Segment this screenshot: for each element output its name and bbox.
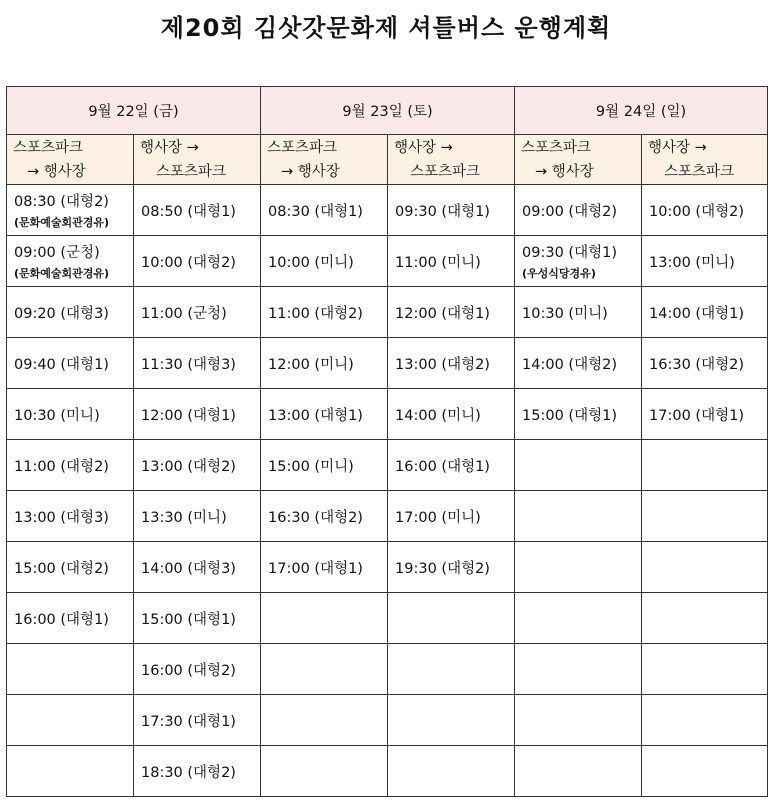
- route-note: (문화예술회관경유): [14, 267, 110, 280]
- schedule-cell: [515, 644, 642, 695]
- departure-time: 14:00 (미니): [395, 407, 481, 424]
- table-row: [7, 287, 768, 338]
- departure-time: 12:00 (미니): [268, 356, 354, 373]
- direction-header-to-venue: [515, 135, 642, 185]
- departure-time: 11:00 (대형2): [14, 458, 109, 475]
- schedule-cell: [388, 440, 515, 491]
- schedule-cell: [642, 236, 768, 287]
- schedule-cell: [261, 440, 388, 491]
- schedule-cell: [134, 542, 261, 593]
- departure-time: 16:30 (대형2): [649, 356, 744, 373]
- departure-time: 11:00 (미니): [395, 254, 481, 271]
- departure-time: 14:00 (대형1): [649, 305, 744, 322]
- day-header-sun: 9월 24일 (일): [515, 87, 768, 135]
- departure-time: 09:30 (대형1): [522, 245, 617, 261]
- departure-time: 10:30 (미니): [522, 305, 608, 322]
- schedule-cell: [642, 185, 768, 236]
- page-title: 제20회 김삿갓문화제 셔틀버스 운행계획: [160, 14, 612, 42]
- schedule-cell: [7, 746, 134, 797]
- schedule-cell: [134, 287, 261, 338]
- departure-time: 16:00 (대형2): [141, 662, 236, 679]
- schedule-cell: [642, 746, 768, 797]
- schedule-cell: [642, 542, 768, 593]
- schedule-cell: [7, 440, 134, 491]
- departure-time: 14:00 (대형2): [522, 356, 617, 373]
- schedule-cell: [7, 287, 134, 338]
- schedule-cell: [7, 236, 134, 287]
- schedule-cell: [7, 185, 134, 236]
- schedule-cell: [515, 287, 642, 338]
- table-row: [7, 593, 768, 644]
- departure-time: 17:00 (미니): [395, 509, 481, 526]
- schedule-cell: [134, 491, 261, 542]
- schedule-cell: [388, 491, 515, 542]
- schedule-cell: [515, 593, 642, 644]
- table-row: [7, 542, 768, 593]
- schedule-cell: [261, 644, 388, 695]
- direction-header-to-venue: [7, 135, 134, 185]
- schedule-cell: [642, 338, 768, 389]
- departure-time: 09:00 (대형2): [522, 203, 617, 220]
- table-row: [7, 389, 768, 440]
- departure-time: 13:00 (대형2): [141, 458, 236, 475]
- departure-time: 10:30 (미니): [14, 407, 100, 424]
- direction-line-2: 스포츠파크: [410, 163, 481, 180]
- direction-line-2: → 행사장: [281, 163, 340, 180]
- table-row: [7, 185, 768, 236]
- direction-header-to-park: [642, 135, 768, 185]
- departure-time: 15:00 (대형1): [522, 407, 617, 424]
- departure-time: 15:00 (미니): [268, 458, 354, 475]
- schedule-cell: [261, 695, 388, 746]
- departure-time: 19:30 (대형2): [395, 560, 490, 577]
- direction-line-1: 스포츠파크: [521, 139, 592, 156]
- departure-time: 15:00 (대형2): [14, 560, 109, 577]
- schedule-cell: [261, 389, 388, 440]
- schedule-cell: [261, 593, 388, 644]
- schedule-cell: [261, 746, 388, 797]
- schedule-cell: [7, 542, 134, 593]
- schedule-cell: [134, 644, 261, 695]
- schedule-cell: [388, 644, 515, 695]
- schedule-cell: [261, 542, 388, 593]
- schedule-cell: [642, 389, 768, 440]
- schedule-cell: [134, 593, 261, 644]
- schedule-cell: [642, 695, 768, 746]
- direction-line-1: 스포츠파크: [13, 139, 84, 156]
- departure-time: 10:00 (미니): [268, 254, 354, 271]
- direction-header-to-venue: [261, 135, 388, 185]
- direction-header-row: [7, 135, 768, 185]
- direction-line-2: → 행사장: [535, 163, 594, 180]
- schedule-body: [7, 185, 768, 797]
- departure-time: 13:00 (대형3): [14, 509, 109, 526]
- departure-time: 17:00 (대형1): [268, 560, 363, 577]
- departure-time: 09:40 (대형1): [14, 356, 109, 373]
- schedule-cell: [388, 338, 515, 389]
- departure-time: 16:00 (대형1): [395, 458, 490, 475]
- schedule-cell: [134, 185, 261, 236]
- departure-time: 12:00 (대형1): [395, 305, 490, 322]
- schedule-cell: [642, 440, 768, 491]
- schedule-cell: [515, 338, 642, 389]
- departure-time: 12:00 (대형1): [141, 407, 236, 424]
- schedule-cell: [134, 338, 261, 389]
- departure-time: 08:30 (대형1): [268, 203, 363, 220]
- schedule-cell: [134, 746, 261, 797]
- departure-time: 11:00 (군청): [141, 305, 227, 322]
- schedule-cell: [642, 593, 768, 644]
- schedule-cell: [515, 440, 642, 491]
- schedule-cell: [7, 389, 134, 440]
- schedule-cell: [642, 644, 768, 695]
- schedule-cell: [388, 695, 515, 746]
- schedule-cell: [134, 236, 261, 287]
- day-header-sat: 9월 23일 (토): [261, 87, 515, 135]
- departure-time: 08:30 (대형2): [14, 194, 109, 210]
- departure-time: 13:00 (미니): [649, 254, 735, 271]
- schedule-cell: [388, 236, 515, 287]
- schedule-cell: [261, 491, 388, 542]
- departure-time: 09:20 (대형3): [14, 305, 109, 322]
- departure-time: 09:00 (군청): [14, 245, 100, 261]
- day-header-fri: 9월 22일 (금): [7, 87, 261, 135]
- schedule-cell: [134, 440, 261, 491]
- schedule-cell: [261, 338, 388, 389]
- direction-line-1: 스포츠파크: [267, 139, 338, 156]
- direction-line-1: 행사장 →: [648, 139, 707, 156]
- day-header-row: [7, 87, 768, 135]
- schedule-cell: [642, 287, 768, 338]
- departure-time: 13:00 (대형1): [268, 407, 363, 424]
- departure-time: 08:50 (대형1): [141, 203, 236, 220]
- schedule-cell: [388, 593, 515, 644]
- schedule-cell: [261, 236, 388, 287]
- direction-line-1: 행사장 →: [394, 139, 453, 156]
- schedule-cell: [7, 593, 134, 644]
- direction-header-to-park: [388, 135, 515, 185]
- route-note: (문화예술회관경유): [14, 216, 110, 229]
- table-row: [7, 236, 768, 287]
- schedule-cell: [515, 542, 642, 593]
- schedule-cell: [261, 185, 388, 236]
- table-row: [7, 491, 768, 542]
- schedule-cell: [515, 389, 642, 440]
- departure-time: 11:00 (대형2): [268, 305, 363, 322]
- direction-header-to-park: [134, 135, 261, 185]
- direction-line-2: 스포츠파크: [664, 163, 735, 180]
- departure-time: 13:00 (대형2): [395, 356, 490, 373]
- schedule-cell: [7, 491, 134, 542]
- departure-time: 13:30 (미니): [141, 509, 227, 526]
- schedule-cell: [7, 338, 134, 389]
- departure-time: 18:30 (대형2): [141, 764, 236, 781]
- departure-time: 11:30 (대형3): [141, 356, 236, 373]
- schedule-cell: [642, 491, 768, 542]
- schedule-cell: [7, 695, 134, 746]
- departure-time: 17:30 (대형1): [141, 713, 236, 730]
- departure-time: 09:30 (대형1): [395, 203, 490, 220]
- schedule-cell: [388, 542, 515, 593]
- schedule-cell: [7, 644, 134, 695]
- schedule-cell: [134, 389, 261, 440]
- departure-time: 16:30 (대형2): [268, 509, 363, 526]
- departure-time: 17:00 (대형1): [649, 407, 744, 424]
- departure-time: 14:00 (대형3): [141, 560, 236, 577]
- schedule-cell: [134, 695, 261, 746]
- departure-time: 16:00 (대형1): [14, 611, 109, 628]
- table-row: [7, 440, 768, 491]
- schedule-cell: [515, 491, 642, 542]
- table-row: [7, 746, 768, 797]
- departure-time: 15:00 (대형1): [141, 611, 236, 628]
- schedule-cell: [388, 389, 515, 440]
- table-row: [7, 644, 768, 695]
- schedule-cell: [515, 185, 642, 236]
- schedule-cell: [388, 746, 515, 797]
- schedule-cell: [388, 185, 515, 236]
- shuttle-schedule-table: [6, 86, 768, 797]
- schedule-cell: [261, 287, 388, 338]
- direction-line-1: 행사장 →: [140, 139, 199, 156]
- direction-line-2: → 행사장: [27, 163, 86, 180]
- table-row: [7, 695, 768, 746]
- table-row: [7, 338, 768, 389]
- departure-time: 10:00 (대형2): [649, 203, 744, 220]
- schedule-cell: [515, 695, 642, 746]
- departure-time: 10:00 (대형2): [141, 254, 236, 271]
- schedule-cell: [388, 287, 515, 338]
- route-note: (우성식당경유): [522, 267, 596, 280]
- direction-line-2: 스포츠파크: [156, 163, 227, 180]
- schedule-cell: [515, 746, 642, 797]
- schedule-cell: [515, 236, 642, 287]
